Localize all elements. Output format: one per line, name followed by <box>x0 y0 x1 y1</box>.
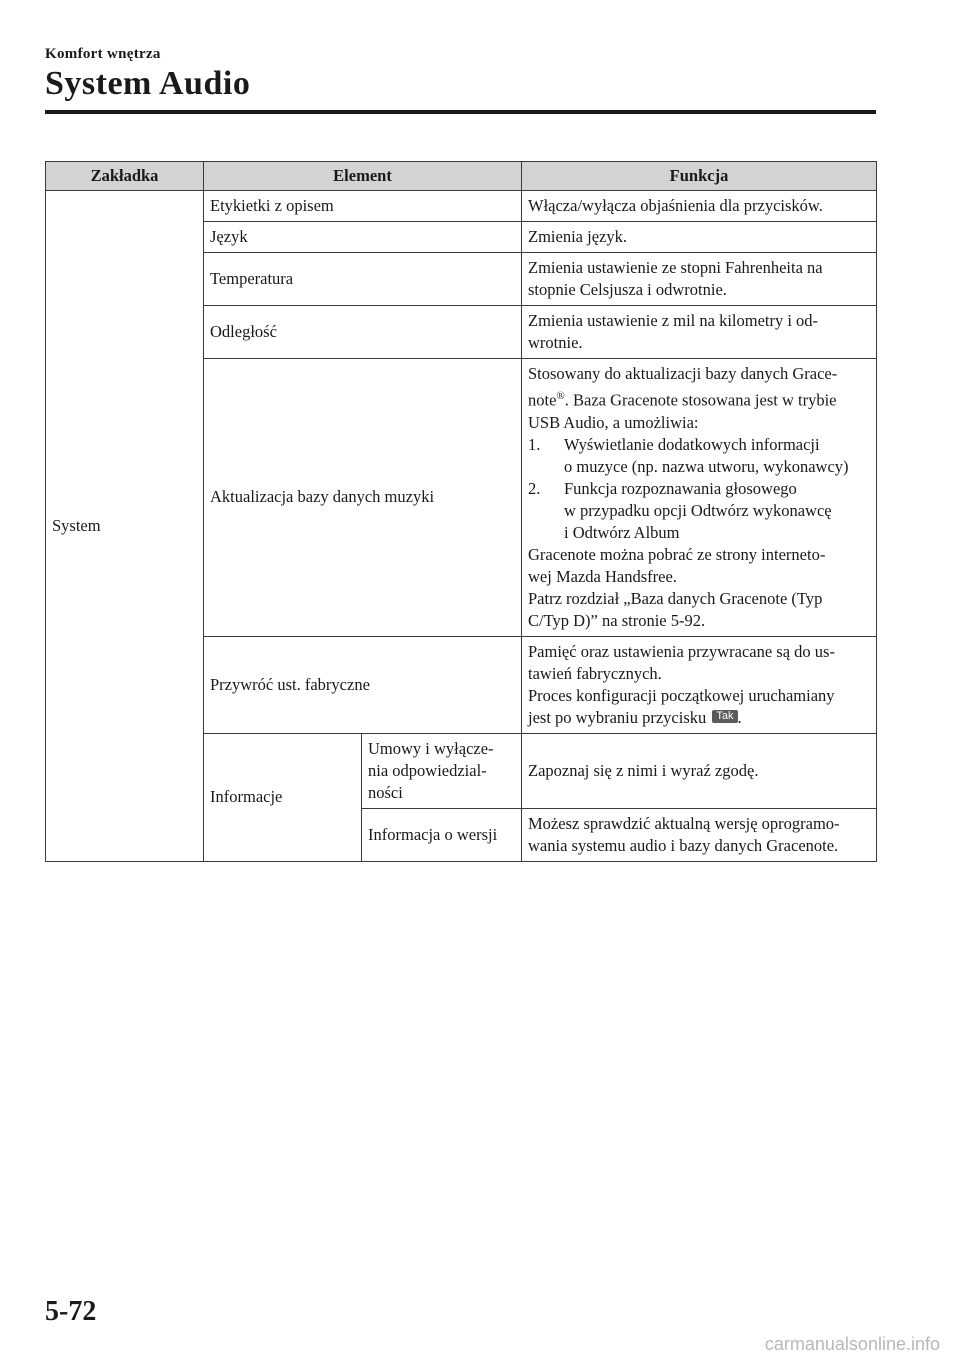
subelement-line: nia odpowiedzial- <box>368 760 487 780</box>
function-text: . Baza Gracenote stosowana jest w trybie <box>564 390 837 410</box>
function-cell <box>522 359 877 637</box>
tab-cell-system: System <box>46 191 204 862</box>
subelement-line: ności <box>368 782 403 802</box>
function-line: USB Audio, a umożliwia: <box>528 412 699 432</box>
element-cell: Informacje <box>204 733 362 861</box>
element-cell: Język <box>204 222 522 253</box>
page-number: 5-72 <box>45 1296 97 1327</box>
list-line: Wyświetlanie dodatkowych informacji <box>564 434 820 454</box>
function-line: C/Typ D)” na stronie 5-92. <box>528 610 706 630</box>
function-line: wrotnie. <box>528 333 583 352</box>
settings-table <box>45 161 877 862</box>
function-line <box>528 385 870 412</box>
function-line <box>528 707 870 729</box>
section-label: Komfort wnętrza <box>45 46 161 62</box>
list-line: o muzyce (np. nazwa utworu, wykonawcy) <box>564 456 849 476</box>
function-line: Pamięć oraz ustawienia przywracane są do us- <box>528 641 835 661</box>
table-header-row <box>46 162 877 191</box>
function-line: Możesz sprawdzić aktualną wersję oprogramo- <box>528 813 840 833</box>
tak-button-icon: Tak <box>712 710 737 723</box>
watermark: carmanualsonline.info <box>764 1334 940 1354</box>
list-line: i Odtwórz Album <box>564 522 680 542</box>
function-cell: Zapoznaj się z nimi i wyraź zgodę. <box>522 733 877 808</box>
function-cell <box>522 253 877 306</box>
subelement-cell: Informacja o wersji <box>362 808 522 861</box>
list-item <box>528 434 870 478</box>
function-text: . <box>737 707 742 727</box>
element-cell: Przywróć ust. fabryczne <box>204 636 522 733</box>
list-item <box>528 478 870 544</box>
list-text <box>564 434 849 478</box>
element-cell: Etykietki z opisem <box>204 191 522 222</box>
header-element: Element <box>204 162 522 191</box>
element-cell: Aktualizacja bazy danych muzyki <box>204 359 522 637</box>
list-number: 1. <box>528 434 541 454</box>
element-cell: Temperatura <box>204 253 522 306</box>
list-number: 2. <box>528 478 541 498</box>
function-line: Proces konfiguracji początkowej uruchamiany <box>528 685 835 705</box>
element-cell: Odległość <box>204 306 522 359</box>
function-line: tawień fabrycznych. <box>528 663 662 683</box>
registered-mark: ® <box>556 390 565 402</box>
function-line: Gracenote można pobrać ze strony interneto- <box>528 544 826 564</box>
function-line: Zmienia ustawienie z mil na kilometry i od- <box>528 311 819 330</box>
function-cell: Zmienia język. <box>522 222 877 253</box>
function-line: Stosowany do aktualizacji bazy danych Grace- <box>528 364 838 383</box>
list-line: Funkcja rozpoznawania głosowego <box>564 478 797 498</box>
function-line: wej Mazda Handsfree. <box>528 566 677 586</box>
header-tab: Zakładka <box>46 162 204 191</box>
function-line: Patrz rozdział „Baza danych Gracenote (Typ <box>528 588 823 608</box>
list-line: w przypadku opcji Odtwórz wykonawcę <box>564 500 832 520</box>
header-function: Funkcja <box>522 162 877 191</box>
function-cell <box>522 636 877 733</box>
title-divider <box>45 110 876 114</box>
function-cell <box>522 306 877 359</box>
list-text <box>564 478 832 544</box>
function-line: stopnie Celsjusza i odwrotnie. <box>528 280 727 299</box>
table-row <box>46 191 877 222</box>
subelement-cell <box>362 733 522 808</box>
page-title: System Audio <box>45 65 251 102</box>
function-line: Zmienia ustawienie ze stopni Fahrenheita na <box>528 258 823 277</box>
function-text: jest po wybraniu przycisku <box>528 707 707 727</box>
function-cell <box>522 808 877 861</box>
function-text: note <box>528 390 557 410</box>
subelement-line: Umowy i wyłącze- <box>368 738 494 758</box>
function-cell: Włącza/wyłącza objaśnienia dla przycisków. <box>522 191 877 222</box>
function-line: wania systemu audio i bazy danych Gracenote. <box>528 835 839 855</box>
